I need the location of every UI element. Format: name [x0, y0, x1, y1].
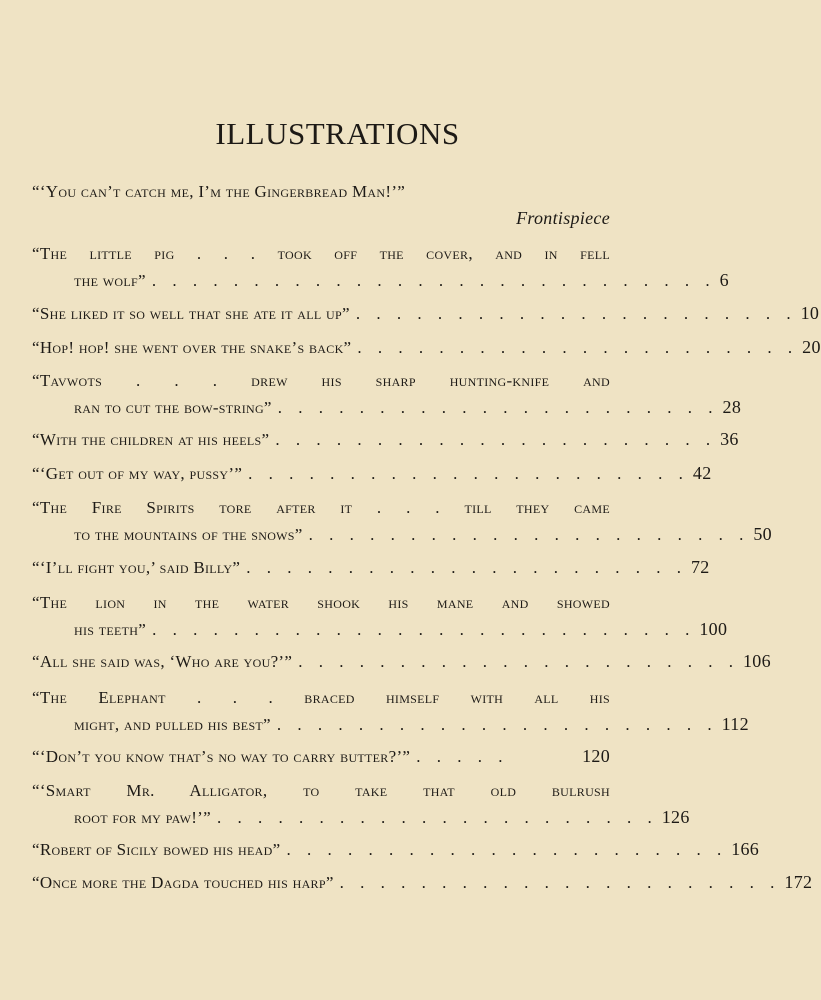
list-item: [32, 240, 729, 294]
page-number: 106: [742, 651, 771, 671]
dot-leader: . . . . . . . . . . . . . . . . . . . . . .: [298, 652, 739, 671]
list-item: [32, 178, 610, 232]
dot-leader: . . . . .: [416, 747, 509, 766]
entry-caption: “Tavwots . . . drew his sharp hunting-knife and: [32, 371, 610, 390]
dot-leader: . . . . . . . . . . . . . . . . . . . . . .: [357, 338, 799, 357]
dot-leader: . . . . . . . . . . . . . . . . . . . . . .: [246, 558, 687, 577]
entry-caption-cont: root for my paw!’”: [74, 808, 211, 827]
dot-leader: . . . . . . . . . . . . . . . . . . . . . . . . . . . .: [151, 271, 716, 290]
page-title: ILLUSTRATIONS: [215, 116, 460, 151]
entry-caption: “The lion in the water shook his mane and showed: [32, 593, 610, 612]
list-item: [32, 836, 760, 863]
dot-leader: . . . . . . . . . . . . . . . . . . . . . .: [355, 304, 797, 323]
page-number: 120: [582, 746, 610, 766]
entry-caption-cont: ran to cut the bow-string”: [74, 398, 272, 417]
dot-leader: . . . . . . . . . . . . . . . . . . . . . .: [277, 398, 719, 417]
page-number: 126: [661, 807, 690, 827]
list-item: [32, 684, 749, 738]
entry-caption: “Once more the Dagda touched his harp”: [32, 873, 334, 892]
list-item: [32, 494, 772, 548]
list-item: [32, 648, 771, 675]
entry-caption-cont: the wolf”: [74, 271, 146, 290]
entry-caption: “She liked it so well that she ate it all up”: [32, 304, 350, 323]
page-number: 28: [722, 397, 742, 417]
entry-caption-cont: to the mountains of the snows”: [74, 525, 303, 544]
page-number: 6: [719, 270, 729, 290]
list-item: [32, 334, 821, 361]
entry-caption-cont: his teeth”: [74, 620, 147, 639]
page-number: 72: [690, 557, 710, 577]
entry-caption: “The Fire Spirits tore after it . . . till they came: [32, 498, 610, 517]
entry-caption: “All she said was, ‘Who are you?’”: [32, 652, 293, 671]
entry-caption: “Robert of Sicily bowed his head”: [32, 840, 281, 859]
entry-caption: “‘Don’t you know that’s no way to carry butter?’”: [32, 747, 411, 766]
list-item: [32, 869, 813, 896]
list-item: [32, 554, 710, 581]
list-item: [32, 300, 820, 327]
entry-caption: “‘Get out of my way, pussy’”: [32, 464, 243, 483]
entry-frontispiece-label: Frontispiece: [516, 208, 610, 228]
page-number: 112: [721, 714, 749, 734]
entry-caption: “The Elephant . . . braced himself with all his: [32, 688, 610, 707]
page-number: 10: [800, 303, 820, 323]
dot-leader: . . . . . . . . . . . . . . . . . . . . . . . . . . .: [152, 620, 696, 639]
dot-leader: . . . . . . . . . . . . . . . . . . . . . .: [308, 525, 750, 544]
list-item: [32, 426, 739, 453]
entry-caption: “The little pig . . . took off the cover, and in fell: [32, 244, 610, 263]
page-number: 20: [802, 337, 821, 357]
entry-caption: “‘I’ll fight you,’ said Billy”: [32, 558, 241, 577]
entry-caption: “With the children at his heels”: [32, 430, 270, 449]
dot-leader: . . . . . . . . . . . . . . . . . . . . . .: [248, 464, 689, 483]
dot-leader: . . . . . . . . . . . . . . . . . . . . . .: [216, 808, 658, 827]
list-item: [32, 367, 742, 421]
list-item: [32, 589, 728, 643]
list-item: [32, 460, 712, 487]
page-number: 50: [753, 524, 772, 544]
entry-caption-cont: might, and pulled his best”: [74, 715, 271, 734]
dot-leader: . . . . . . . . . . . . . . . . . . . . . .: [276, 715, 718, 734]
entry-caption: “‘Smart Mr. Alligator, to take that old bulrush: [32, 781, 610, 800]
page-number: 42: [692, 463, 712, 483]
page-number: 36: [720, 429, 739, 449]
page-number: 166: [731, 839, 760, 859]
dot-leader: . . . . . . . . . . . . . . . . . . . . . .: [286, 840, 728, 859]
dot-leader: . . . . . . . . . . . . . . . . . . . . . .: [275, 430, 717, 449]
entry-caption: “‘You can’t catch me, I’m the Gingerbread Man!’”: [32, 182, 406, 201]
page-number: 100: [699, 619, 728, 639]
list-item: [32, 777, 690, 831]
list-item: [32, 743, 610, 770]
dot-leader: . . . . . . . . . . . . . . . . . . . . . .: [339, 873, 781, 892]
entry-caption: “Hop! hop! she went over the snake’s back”: [32, 338, 352, 357]
page-number: 172: [784, 872, 813, 892]
